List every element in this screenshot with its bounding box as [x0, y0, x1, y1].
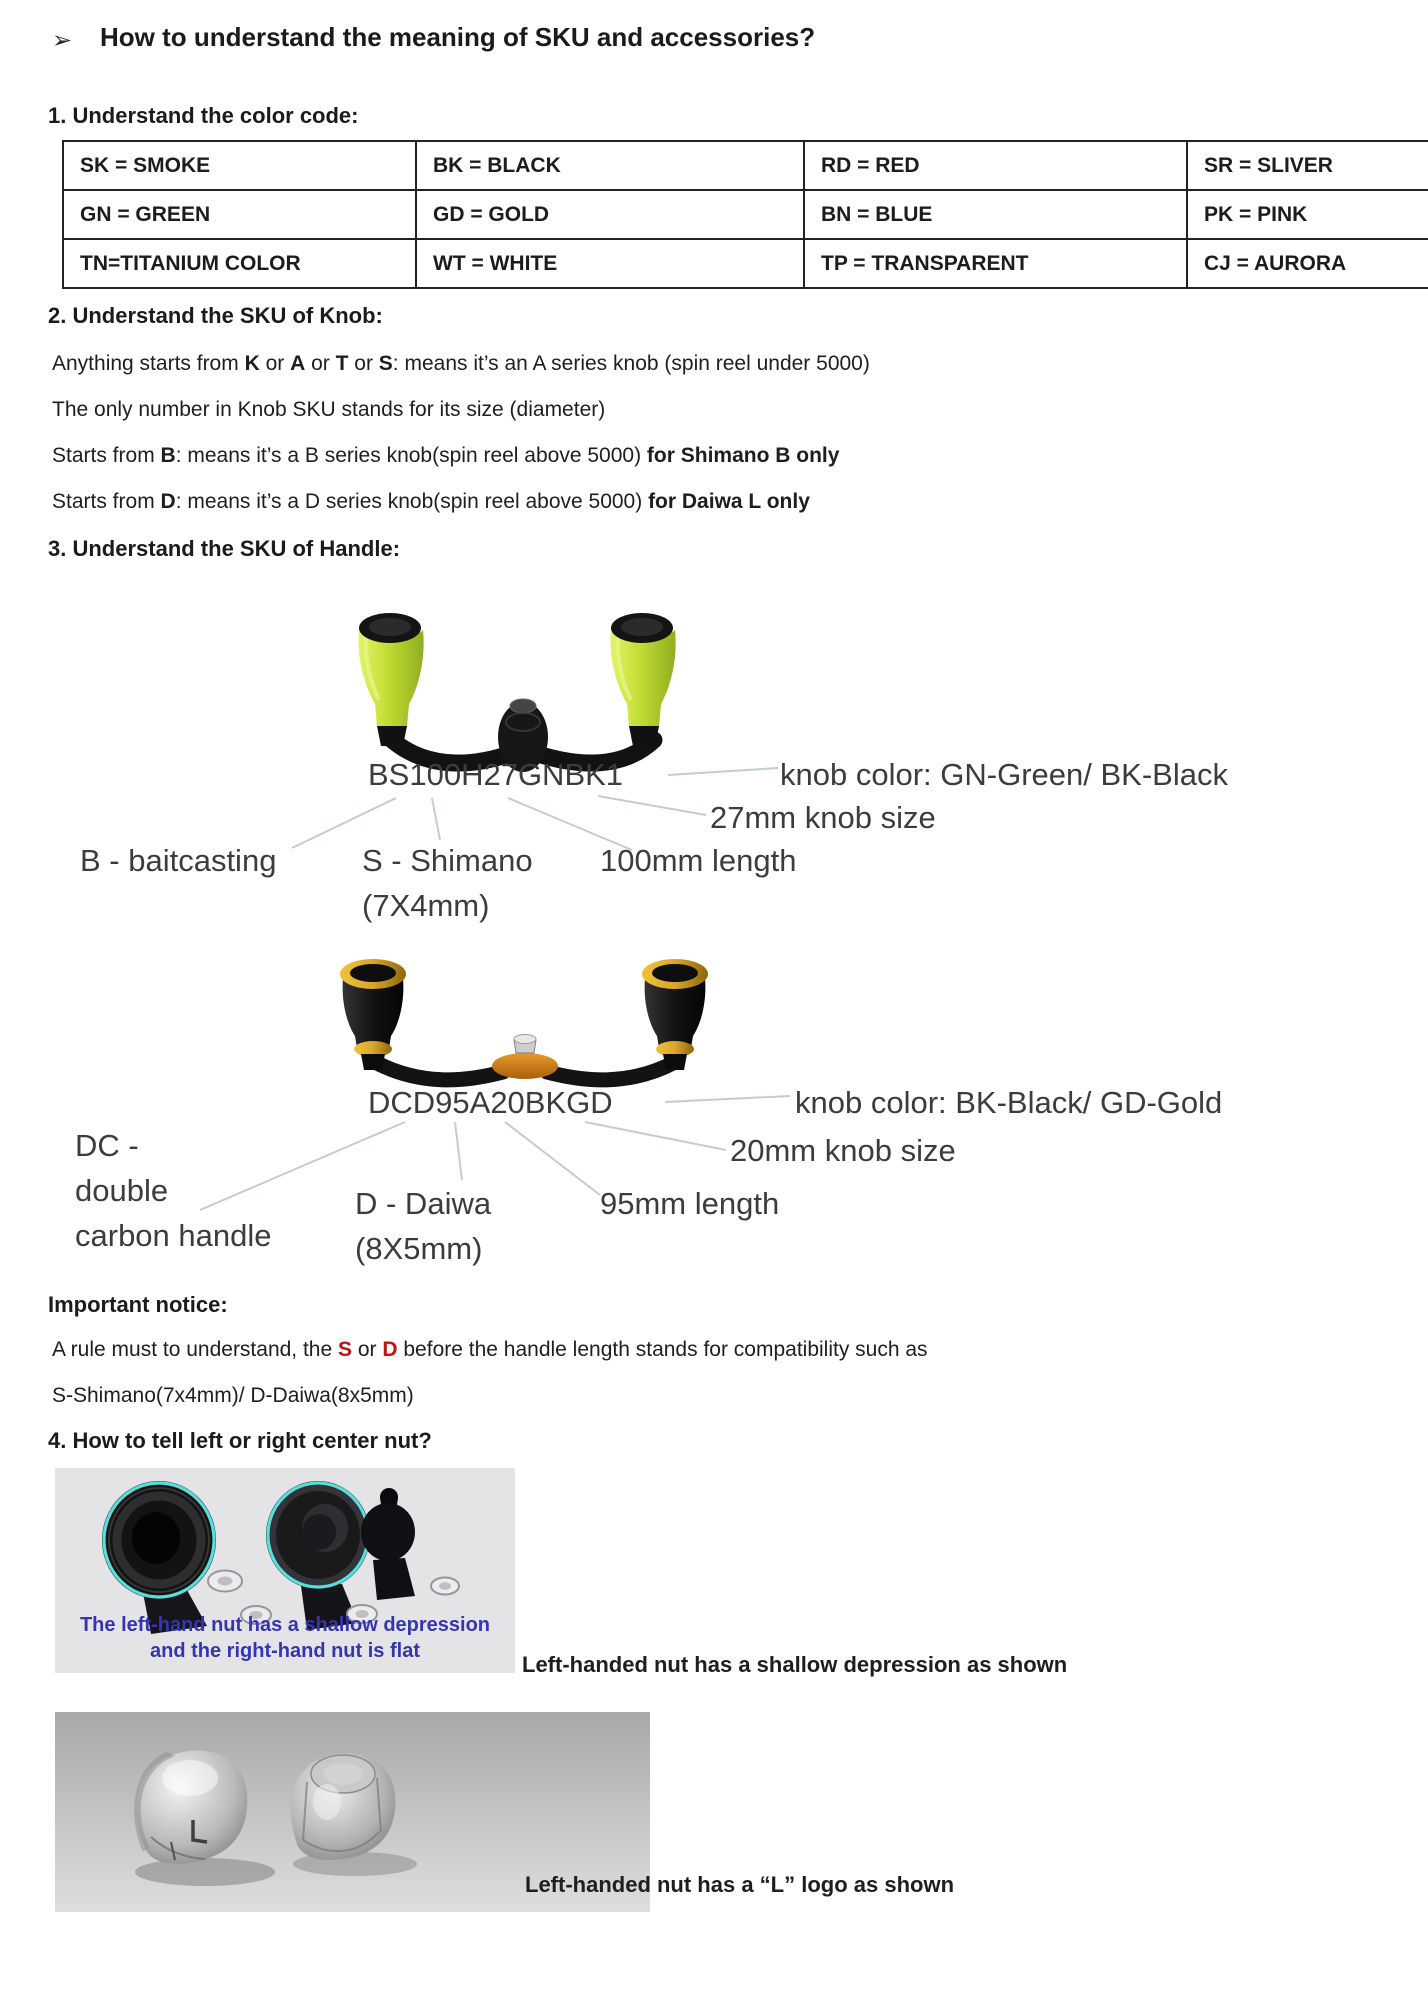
- color-code-cell: BN = BLUE: [804, 190, 1187, 239]
- nut-note-depression: Left-handed nut has a shallow depression as shown: [522, 1652, 1068, 1677]
- color-code-cell: PK = PINK: [1187, 190, 1428, 239]
- nut-note-logo: Left-handed nut has a “L” logo as shown: [525, 1872, 955, 1897]
- section-4-heading: 4. How to tell left or right center nut?: [48, 1428, 432, 1453]
- series-label-2b: double: [75, 1173, 169, 1208]
- compat-label-1a: S - Shimano: [362, 843, 533, 878]
- photo-caption-line-2: and the right-hand nut is flat: [150, 1640, 420, 1662]
- knob-size-label-1: 27mm knob size: [710, 800, 936, 835]
- knob-color-label-1: knob color: GN-Green/ BK-Black: [780, 757, 1228, 792]
- color-code-cell: CJ = AURORA: [1187, 239, 1428, 288]
- color-code-cell: GN = GREEN: [63, 190, 416, 239]
- table-row: [63, 239, 1428, 288]
- color-code-cell: RD = RED: [804, 141, 1187, 190]
- nut-photo-comparison: [55, 1468, 515, 1673]
- table-row: [63, 141, 1428, 190]
- color-code-cell: SK = SMOKE: [63, 141, 416, 190]
- color-code-cell: BK = BLACK: [416, 141, 804, 190]
- section-3-heading: 3. Understand the SKU of Handle:: [48, 536, 401, 561]
- color-code-cell: GD = GOLD: [416, 190, 804, 239]
- color-code-cell: SR = SLIVER: [1187, 141, 1428, 190]
- notice-line: S-Shimano(7x4mm)/ D-Daiwa(8x5mm): [52, 1384, 414, 1407]
- length-label-2: 95mm length: [600, 1186, 780, 1221]
- color-code-cell: TN=TITANIUM COLOR: [63, 239, 416, 288]
- knob-sku-line: Starts from B: means it’s a B series knob(spin reel above 5000) for Shimano B only: [52, 444, 840, 467]
- handle-photo-gold: [335, 952, 715, 1092]
- knob-sku-line: Starts from D: means it’s a D series knob(spin reel above 5000) for Daiwa L only: [52, 490, 810, 513]
- compat-label-1b: (7X4mm): [362, 888, 490, 923]
- knob-size-label-2: 20mm knob size: [730, 1133, 956, 1168]
- compat-label-2b: (8X5mm): [355, 1231, 483, 1266]
- title-arrow-bullet-icon: ➢: [52, 27, 73, 54]
- section-1-heading: 1. Understand the color code:: [48, 103, 359, 128]
- photo-caption-line-1: The left-hand nut has a shallow depression: [79, 1614, 491, 1636]
- notice-heading: Important notice:: [48, 1292, 228, 1317]
- color-code-table: [62, 140, 1428, 289]
- sku-code-1: BS100H27GNBK1: [368, 757, 624, 792]
- page-title: How to understand the meaning of SKU and accessories?: [100, 22, 816, 52]
- knob-sku-line: The only number in Knob SKU stands for its size (diameter): [52, 398, 606, 421]
- compat-label-2a: D - Daiwa: [355, 1186, 492, 1221]
- series-label-2c: carbon handle: [75, 1218, 272, 1253]
- knob-color-label-2: knob color: BK-Black/ GD-Gold: [795, 1085, 1223, 1120]
- table-row: [63, 190, 1428, 239]
- length-label-1: 100mm length: [600, 843, 797, 878]
- series-label-1: B - baitcasting: [80, 843, 277, 878]
- section-2-heading: 2. Understand the SKU of Knob:: [48, 303, 383, 328]
- sku-code-2: DCD95A20BKGD: [368, 1085, 613, 1120]
- color-code-cell: TP = TRANSPARENT: [804, 239, 1187, 288]
- color-code-cell: WT = WHITE: [416, 239, 804, 288]
- knob-sku-line: Anything starts from K or A or T or S: means it’s an A series knob (spin reel under 5000): [52, 352, 870, 375]
- notice-line: A rule must to understand, the S or D before the handle length stands for compatibility such as: [52, 1338, 928, 1361]
- series-label-2a: DC -: [75, 1128, 139, 1163]
